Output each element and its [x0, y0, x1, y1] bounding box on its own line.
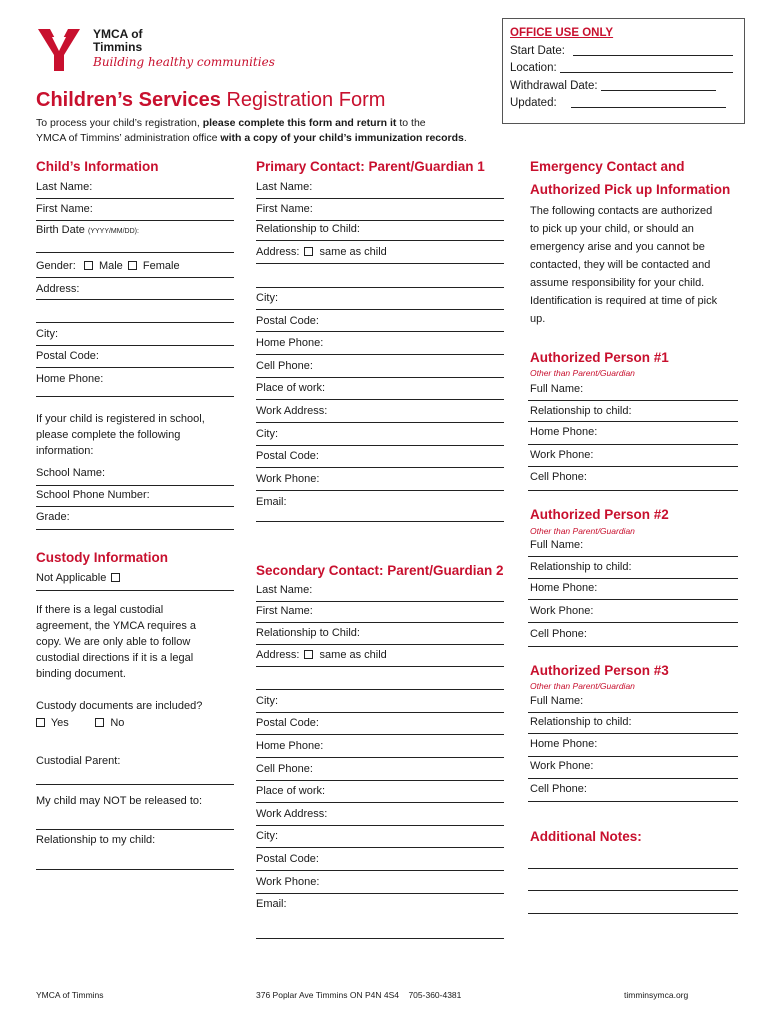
auth3-work-phone-field[interactable] [528, 778, 738, 779]
s-place-of-work-label: Place of work: [256, 785, 326, 797]
p-address-field[interactable] [256, 263, 504, 264]
auth3-sub: Other than Parent/Guardian [530, 681, 635, 691]
auth1-relationship-label: Relationship to child: [530, 405, 632, 417]
auth3-home-phone-field[interactable] [528, 756, 738, 757]
male-checkbox[interactable] [84, 261, 93, 270]
auth1-work-phone-label: Work Phone: [530, 449, 594, 461]
s-email-label: Email: [256, 898, 287, 910]
s-relationship-label: Relationship to Child: [256, 627, 360, 639]
p-work-address-label: Work Address: [256, 405, 328, 417]
child-home-phone-label: Home Phone: [36, 373, 104, 385]
auth3-heading: Authorized Person #3 [530, 663, 669, 678]
grade-field[interactable] [36, 529, 234, 530]
auth3-full-name-field[interactable] [528, 712, 738, 713]
brand-name-line1: YMCA of [93, 27, 143, 41]
s-work-postal-label: Postal Code: [256, 853, 319, 865]
withdrawal-date-field[interactable] [601, 80, 716, 91]
child-home-phone-field[interactable] [36, 396, 234, 397]
s-address-label: Address: same as child [256, 649, 387, 661]
start-date-field[interactable] [573, 45, 733, 56]
p-home-phone-label: Home Phone: [256, 337, 324, 349]
relationship-my-child-label: Relationship to my child: [36, 834, 156, 846]
child-gender: Gender: Male Female [36, 260, 180, 272]
p-place-of-work-label: Place of work: [256, 382, 326, 394]
auth1-full-name-field[interactable] [528, 400, 738, 401]
brand-name-line2: Timmins [93, 40, 143, 54]
office-updated: Updated: [510, 97, 726, 109]
auth2-cell-phone-label: Cell Phone: [530, 628, 587, 640]
child-last-name-label: Last Name: [36, 181, 93, 193]
s-first-name-field[interactable] [256, 622, 504, 623]
primary-contact-heading: Primary Contact: Parent/Guardian 1 [256, 159, 485, 174]
auth3-full-name-label: Full Name: [530, 695, 584, 707]
office-title: OFFICE USE ONLY [510, 27, 614, 39]
school-phone-field[interactable] [36, 506, 234, 507]
ymca-y-icon [36, 27, 82, 73]
p-work-phone-label: Work Phone: [256, 473, 320, 485]
child-gender-line [36, 277, 234, 278]
p-email-field[interactable] [256, 521, 504, 522]
s-work-address-label: Work Address: [256, 808, 328, 820]
auth2-relationship-label: Relationship to child: [530, 561, 632, 573]
s-city-field[interactable] [256, 712, 504, 713]
p-email-label: Email: [256, 496, 287, 508]
child-postal-field[interactable] [36, 367, 234, 368]
auth3-cell-phone-label: Cell Phone: [530, 783, 587, 795]
child-first-name-label: First Name: [36, 203, 93, 215]
auth3-home-phone-label: Home Phone: [530, 738, 598, 750]
child-address-field-2[interactable] [36, 322, 234, 323]
s-last-name-field[interactable] [256, 601, 504, 602]
child-city-field[interactable] [36, 345, 234, 346]
s-postal-label: Postal Code: [256, 717, 319, 729]
custody-docs-question: Custody documents are included? [36, 700, 203, 712]
auth2-work-phone-label: Work Phone: [530, 605, 594, 617]
footer-website[interactable]: timminsymca.org [624, 990, 689, 1000]
auth1-cell-phone-label: Cell Phone: [530, 471, 587, 483]
s-email-field[interactable] [256, 938, 504, 939]
p-relationship-field[interactable] [256, 240, 504, 241]
auth1-sub: Other than Parent/Guardian [530, 368, 635, 378]
auth2-full-name-label: Full Name: [530, 539, 584, 551]
p-cell-phone-field[interactable] [256, 377, 504, 378]
child-address-field[interactable] [36, 299, 234, 300]
page-title [36, 89, 385, 112]
custody-heading: Custody Information [36, 550, 168, 565]
auth2-home-phone-label: Home Phone: [530, 582, 598, 594]
s-address-field[interactable] [256, 666, 504, 667]
s-cell-phone-field[interactable] [256, 780, 504, 781]
p-work-city-label: City: [256, 428, 278, 440]
s-city-label: City: [256, 695, 278, 707]
auth2-relationship-field[interactable] [528, 578, 738, 579]
auth1-relationship-field[interactable] [528, 421, 738, 422]
p-last-name-field[interactable] [256, 198, 504, 199]
s-work-city-label: City: [256, 830, 278, 842]
intro-text: To process your child’s registration, please complete this form and return it to the YMCA of Timmins’ administration office with a copy of your child’s immunization records. [36, 117, 467, 144]
auth2-full-name-field[interactable] [528, 556, 738, 557]
auth2-heading: Authorized Person #2 [530, 507, 669, 522]
custodial-parent-field[interactable] [36, 784, 234, 785]
p-place-of-work-field[interactable] [256, 399, 504, 400]
footer-address: 376 Poplar Ave Timmins ON P4N 4S4 705-360-4381 [256, 990, 462, 1000]
not-applicable-checkbox[interactable] [111, 573, 120, 582]
p-address-field-2[interactable] [256, 287, 504, 288]
s-work-city-field[interactable] [256, 847, 504, 848]
s-relationship-field[interactable] [256, 644, 504, 645]
child-birth-date-field[interactable] [36, 252, 234, 253]
child-last-name-field[interactable] [36, 198, 234, 199]
custody-divider [36, 590, 234, 591]
notes-line-2[interactable] [528, 890, 738, 891]
child-postal-label: Postal Code: [36, 350, 99, 362]
s-work-phone-label: Work Phone: [256, 876, 320, 888]
p-first-name-label: First Name: [256, 203, 313, 215]
relationship-my-child-field[interactable] [36, 869, 234, 870]
auth1-work-phone-field[interactable] [528, 466, 738, 467]
secondary-contact-heading: Secondary Contact: Parent/Guardian 2 [256, 563, 504, 578]
custody-no-checkbox[interactable] [95, 718, 104, 727]
auth1-full-name-label: Full Name: [530, 383, 584, 395]
auth2-cell-phone-field[interactable] [528, 646, 738, 647]
office-start-date: Start Date: [510, 45, 733, 57]
s-work-postal-field[interactable] [256, 870, 504, 871]
female-checkbox[interactable] [128, 261, 137, 270]
not-applicable: Not Applicable [36, 572, 123, 585]
footer-org: YMCA of Timmins [36, 990, 104, 1000]
custody-yes-no: Yes No [34, 717, 124, 730]
s-last-name-label: Last Name: [256, 584, 313, 596]
additional-notes-heading: Additional Notes: [530, 829, 642, 844]
s-home-phone-field[interactable] [256, 757, 504, 758]
child-first-name-field[interactable] [36, 220, 234, 221]
s-place-of-work-field[interactable] [256, 802, 504, 803]
location-field[interactable] [560, 62, 733, 73]
auth3-work-phone-label: Work Phone: [530, 760, 594, 772]
ymca-logo [36, 27, 82, 73]
p-work-postal-label: Postal Code: [256, 450, 319, 462]
auth1-home-phone-field[interactable] [528, 444, 738, 445]
s-same-as-child-checkbox[interactable] [304, 650, 313, 659]
auth2-work-phone-field[interactable] [528, 622, 738, 623]
emergency-text: The following contacts are authorized to pick up your child, or should an emergency arise and you cannot be contacted, they will be contacted and assume responsibility for your child. Identification is required at time of pick up. [530, 205, 718, 325]
school-name-field[interactable] [36, 485, 234, 486]
s-home-phone-label: Home Phone: [256, 740, 324, 752]
emergency-heading-1: Emergency Contact and [530, 159, 685, 174]
p-city-field[interactable] [256, 309, 504, 310]
school-note: If your child is registered in school, please complete the following information: [36, 413, 205, 457]
not-released-label: My child may NOT be released to: [36, 795, 203, 807]
office-withdrawal: Withdrawal Date: [510, 80, 716, 92]
office-use-box [502, 18, 745, 124]
custody-yes-checkbox[interactable] [36, 718, 45, 727]
s-work-phone-field[interactable] [256, 893, 504, 894]
p-home-phone-field[interactable] [256, 354, 504, 355]
school-phone-label: School Phone Number: [36, 489, 150, 501]
page-title-rest: Registration Form [220, 89, 386, 111]
s-work-address-field[interactable] [256, 825, 504, 826]
child-city-label: City: [36, 328, 58, 340]
child-birth-date-label: Birth Date (YYYY/MM/DD): [36, 224, 139, 236]
auth3-relationship-field[interactable] [528, 733, 738, 734]
p-cell-phone-label: Cell Phone: [256, 360, 313, 372]
auth2-home-phone-field[interactable] [528, 599, 738, 600]
child-info-heading: Child’s Information [36, 159, 159, 174]
p-work-postal-field[interactable] [256, 467, 504, 468]
auth1-home-phone-label: Home Phone: [530, 426, 598, 438]
p-city-label: City: [256, 292, 278, 304]
p-work-city-field[interactable] [256, 445, 504, 446]
brand-tagline: Building healthy communities [93, 55, 275, 69]
office-location: Location: [510, 62, 733, 74]
not-released-field[interactable] [36, 829, 234, 830]
updated-field[interactable] [571, 97, 726, 108]
p-relationship-label: Relationship to Child: [256, 223, 360, 235]
custody-note: If there is a legal custodial agreement, the YMCA requires a copy. We are only able to follow custodial directions if it is a legal binding document. [36, 604, 196, 680]
p-postal-field[interactable] [256, 331, 504, 332]
emergency-heading-2: Authorized Pick up Information [530, 182, 731, 197]
auth1-cell-phone-field[interactable] [528, 490, 738, 491]
s-address-field-2[interactable] [256, 689, 504, 690]
child-address-label: Address: [36, 283, 80, 295]
p-last-name-label: Last Name: [256, 181, 313, 193]
auth2-sub: Other than Parent/Guardian [530, 526, 635, 536]
s-cell-phone-label: Cell Phone: [256, 763, 313, 775]
page-title-bold: Children’s Services [36, 89, 221, 111]
p-work-phone-field[interactable] [256, 490, 504, 491]
auth1-heading: Authorized Person #1 [530, 350, 669, 365]
school-name-label: School Name: [36, 467, 106, 479]
p-same-as-child-checkbox[interactable] [304, 247, 313, 256]
notes-line-1[interactable] [528, 868, 738, 869]
custodial-parent-label: Custodial Parent: [36, 755, 121, 767]
p-postal-label: Postal Code: [256, 315, 319, 327]
s-first-name-label: First Name: [256, 605, 313, 617]
notes-line-3[interactable] [528, 913, 738, 914]
grade-label: Grade: [36, 511, 70, 523]
p-first-name-field[interactable] [256, 220, 504, 221]
auth3-cell-phone-field[interactable] [528, 801, 738, 802]
s-postal-field[interactable] [256, 734, 504, 735]
auth3-relationship-label: Relationship to child: [530, 716, 632, 728]
p-work-address-field[interactable] [256, 422, 504, 423]
p-address-label: Address: same as child [256, 246, 387, 258]
